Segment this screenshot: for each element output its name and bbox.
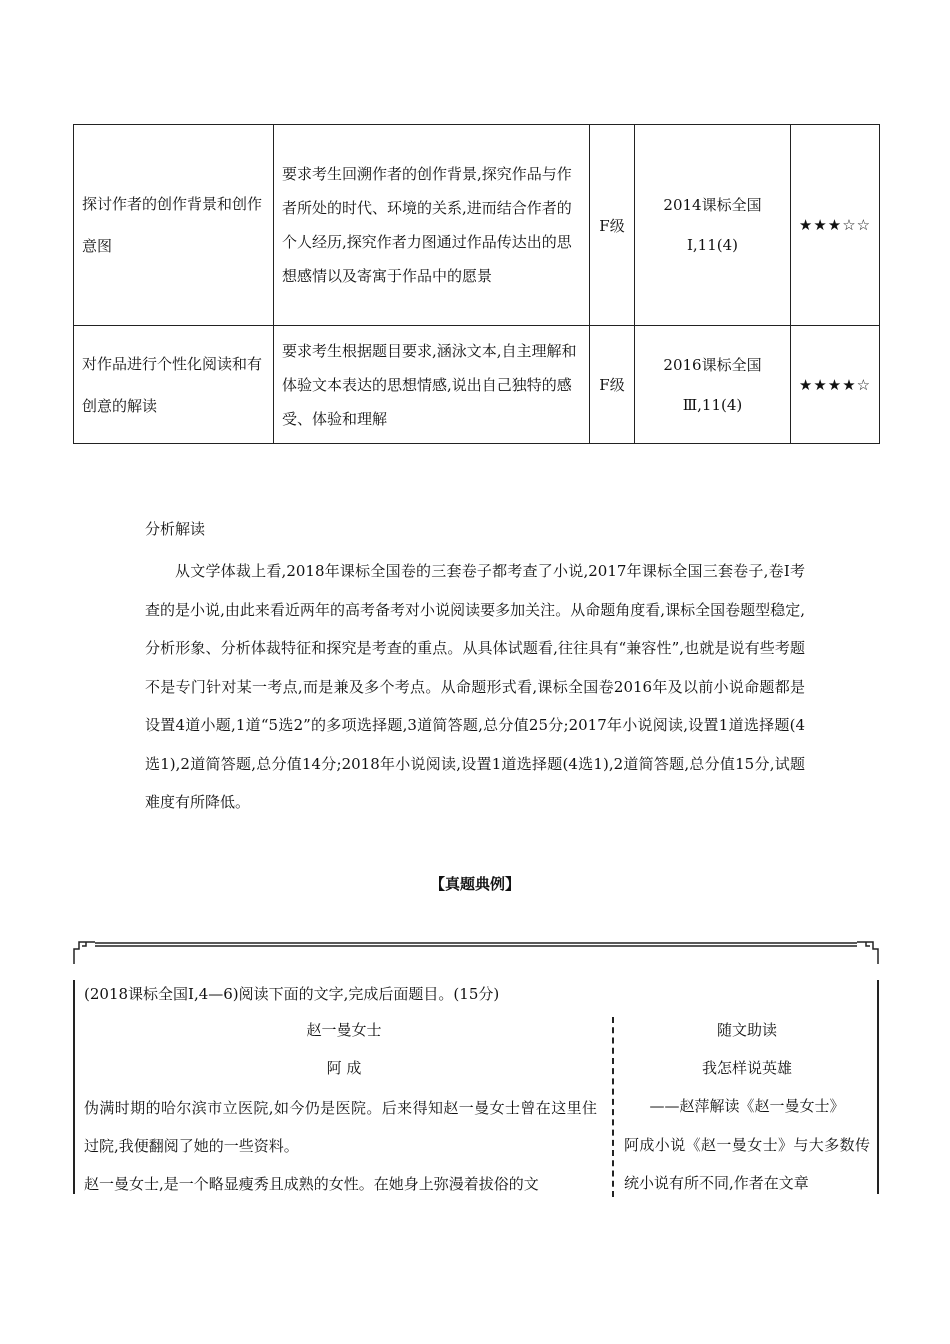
story-text xyxy=(84,1089,597,1203)
sidebar-byline: ——赵萍解读《赵一曼女士》 xyxy=(649,1097,845,1115)
source-cell: 2016课标全国Ⅲ,11(4) xyxy=(635,326,791,444)
level-cell: F级 xyxy=(590,326,635,444)
frame-left-border xyxy=(73,980,75,1194)
example-heading: (2018课标全国Ⅰ,4—6)阅读下面的文字,完成后面题目。(15分) xyxy=(84,985,500,1003)
sidebar-title: 随文助读 xyxy=(716,1021,777,1039)
difficulty-stars: ★★★★☆ xyxy=(791,326,880,444)
requirement-cell: 要求考生回溯作者的创作背景,探究作品与作者所处的时代、环境的关系,进而结合作者的个人经历,探究作者力图通过作品传达出的思想感情以及寄寓于作品中的愿景 xyxy=(274,125,590,326)
requirement-cell: 要求考生根据题目要求,涵泳文本,自主理解和体验文本表达的思想情感,说出自己独特的感受、体验和理解 xyxy=(274,326,590,444)
frame-right-border xyxy=(877,980,879,1194)
level-cell: F级 xyxy=(590,125,635,326)
decorative-frame-top xyxy=(73,940,879,964)
sidebar-subtitle: 我怎样说英雄 xyxy=(701,1059,792,1077)
story-paragraph: 伪满时期的哈尔滨市立医院,如今仍是医院。后来得知赵一曼女士曾在这里住过院,我便翻阅了她的一些资料。 xyxy=(84,1099,597,1155)
dashed-divider xyxy=(612,1017,614,1197)
section-title: 【真题典例】 xyxy=(429,875,520,893)
table-row xyxy=(74,125,880,326)
story-author: 阿 成 xyxy=(326,1059,362,1077)
table-row xyxy=(74,326,880,444)
test-point-cell: 对作品进行个性化阅读和有创意的解读 xyxy=(74,326,274,444)
knowledge-table xyxy=(73,124,880,444)
story-paragraph: 赵一曼女士,是一个略显瘦秀且成熟的女性。在她身上弥漫着拔俗的文 xyxy=(84,1175,539,1193)
story-title: 赵一曼女士 xyxy=(306,1021,382,1039)
source-cell: 2014课标全国Ⅰ,11(4) xyxy=(635,125,791,326)
analysis-paragraph: 从文学体裁上看,2018年课标全国卷的三套卷子都考查了小说,2017年课标全国三套卷子,卷Ⅰ考查的是小说,由此来看近两年的高考备考对小说阅读要多加关注。从命题角度看,课标全国卷题型稳定,分析形象、分析体裁特征和探究是考查的重点。从具体试题看,往往具有“兼容性”,也就是说有些考题不是专门针对某一考点,而是兼及多个考点。从命题形式看,课标全国卷2016年及以前小说命题都是设置4道小题,1道“5选2”的多项选择题,3道简答题,总分值25分;2017年小说阅读,设置1道选择题(4选1),2道简答题,总分值14分;2018年小说阅读,设置1道选择题(4选1),2道简答题,总分值15分,试题难度有所降低。 xyxy=(145,562,805,811)
test-point-cell: 探讨作者的创作背景和创作意图 xyxy=(74,125,274,326)
sidebar-text: 阿成小说《赵一曼女士》与大多数传统小说有所不同,作者在文章 xyxy=(624,1136,870,1192)
analysis-title: 分析解读 xyxy=(145,520,206,538)
difficulty-stars: ★★★☆☆ xyxy=(791,125,880,326)
